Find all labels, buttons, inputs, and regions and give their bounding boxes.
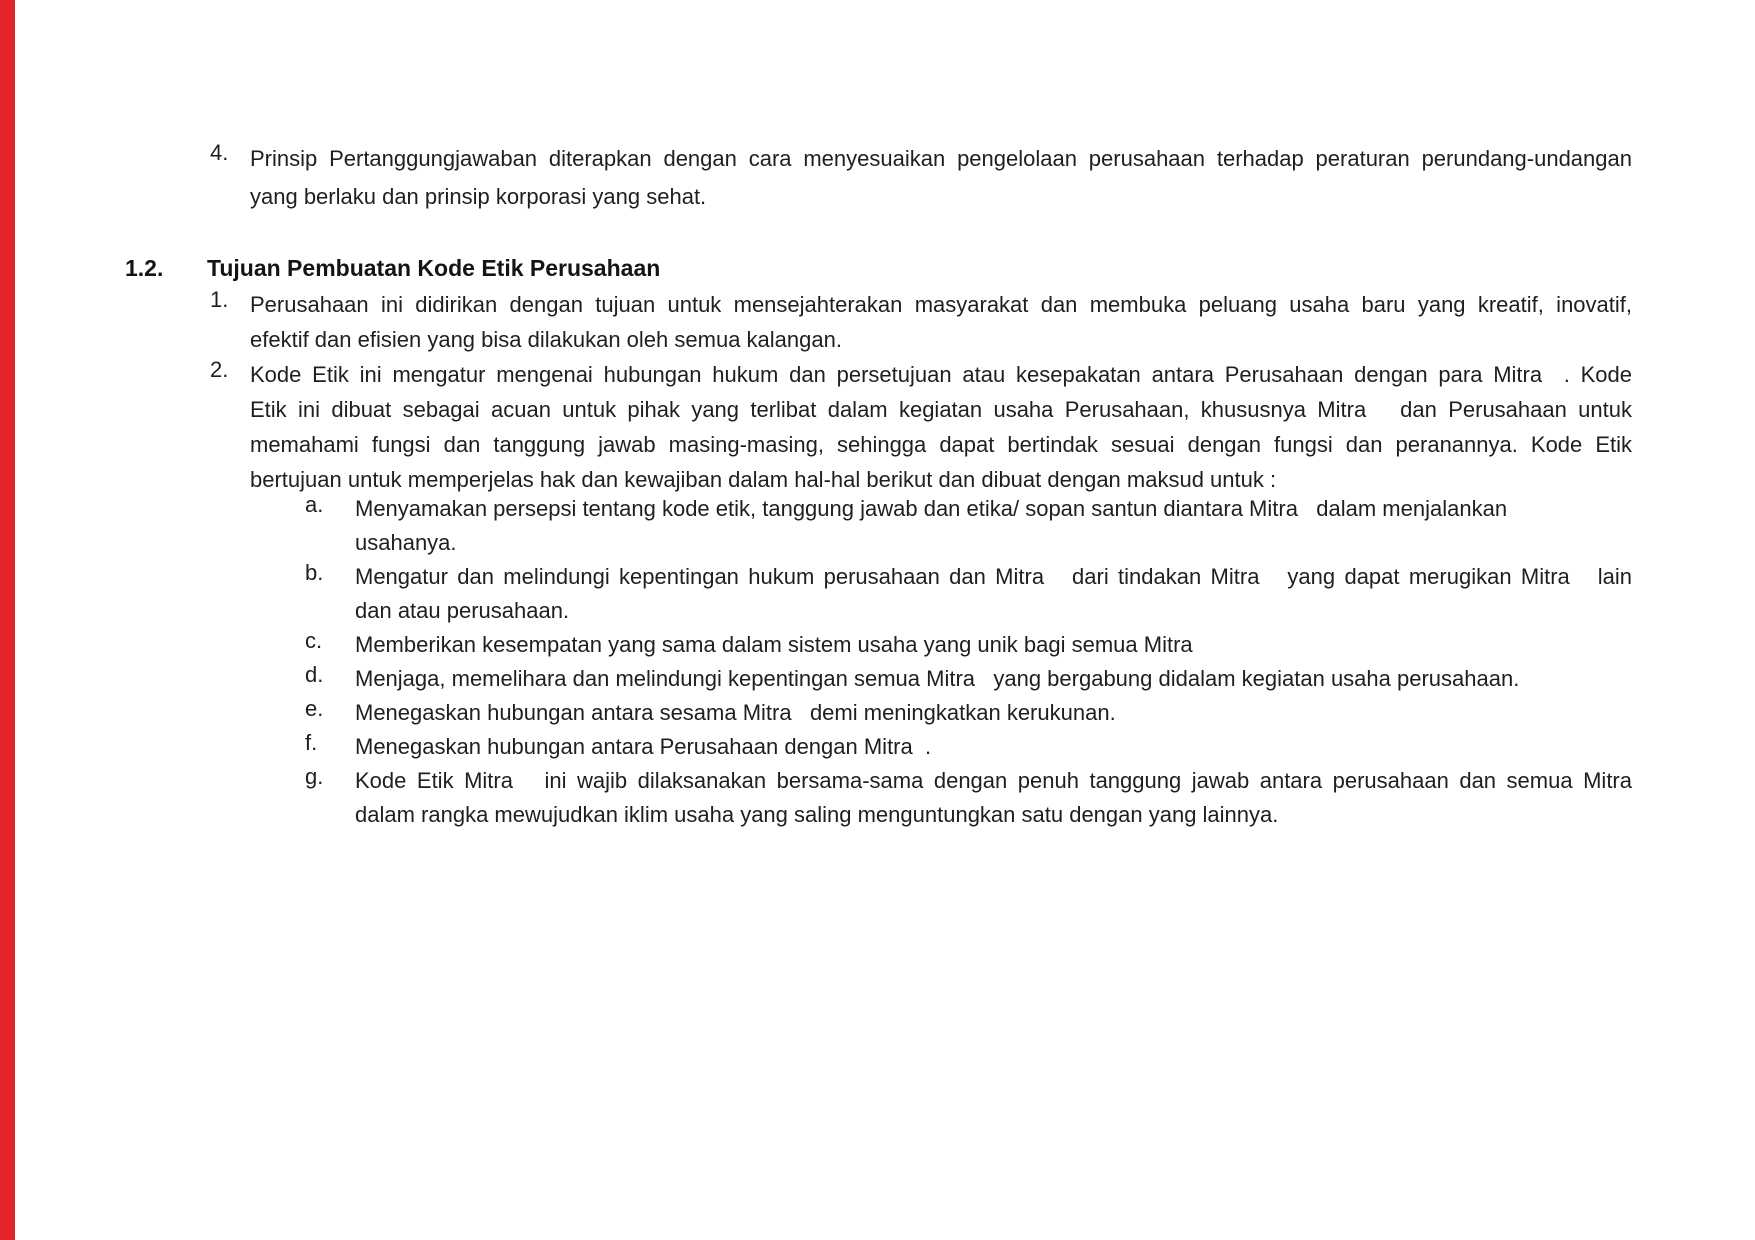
doc-line: memahami fungsi dan tanggung jawab masing-masing, sehingga dapat bertindak sesuai dengan fungsi dan peranannya. Kode Etik bbox=[250, 432, 1632, 457]
sub-item-g-marker: g. bbox=[305, 764, 324, 789]
section-number: 1.2. bbox=[125, 255, 164, 281]
list-item-2-marker: 2. bbox=[210, 357, 229, 382]
doc-line: efektif dan efisien yang bisa dilakukan oleh semua kalangan. bbox=[250, 327, 842, 352]
doc-line: dan atau perusahaan. bbox=[355, 598, 570, 623]
doc-line: dalam rangka mewujudkan iklim usaha yang saling menguntungkan satu dengan yang lainnya. bbox=[355, 802, 1279, 827]
list-item-4 bbox=[210, 140, 1632, 216]
sub-item-e-text bbox=[355, 696, 1632, 730]
doc-line: Perusahaan ini didirikan dengan tujuan untuk mensejahterakan masyarakat dan membuka peluang usaha baru yang kreatif, inovatif, bbox=[250, 292, 1632, 317]
page-left-edge-strip bbox=[0, 0, 15, 1240]
sub-item-f-marker: f. bbox=[305, 730, 318, 755]
sub-item-a bbox=[305, 492, 1632, 560]
section-title: Tujuan Pembuatan Kode Etik Perusahaan bbox=[207, 255, 661, 281]
sub-item-e-marker: e. bbox=[305, 696, 324, 721]
sub-item-g-text bbox=[355, 764, 1632, 832]
doc-line: Etik ini dibuat sebagai acuan untuk pihak yang terlibat dalam kegiatan usaha Perusahaan, khususnya Mitra dan Perusahaan untuk bbox=[250, 397, 1632, 422]
doc-line: yang berlaku dan prinsip korporasi yang sehat. bbox=[250, 184, 707, 209]
sub-item-f-text bbox=[355, 730, 1632, 764]
sub-item-a-text bbox=[355, 492, 1632, 560]
sub-item-a-marker: a. bbox=[305, 492, 324, 517]
sub-item-d-text bbox=[355, 662, 1632, 696]
doc-line: bertujuan untuk memperjelas hak dan kewajiban dalam hal-hal berikut dan dibuat dengan maksud untuk : bbox=[250, 467, 1277, 492]
sub-item-b-marker: b. bbox=[305, 560, 324, 585]
doc-line: Menyamakan persepsi tentang kode etik, tanggung jawab dan etika/ sopan santun diantara Mitra dalam menjalankan bbox=[355, 496, 1508, 521]
numbered-list bbox=[210, 287, 1632, 497]
list-item-1 bbox=[210, 287, 1632, 357]
list-item-4-marker: 4. bbox=[210, 140, 229, 165]
list-item-1-text bbox=[250, 287, 1632, 357]
doc-line: Prinsip Pertanggungjawaban diterapkan dengan cara menyesuaikan pengelolaan perusahaan terhadap peraturan perundang-undangan bbox=[250, 146, 1632, 171]
sub-item-e bbox=[305, 696, 1632, 730]
sub-item-g bbox=[305, 764, 1632, 832]
doc-line: Kode Etik ini mengatur mengenai hubungan hukum dan persetujuan atau kesepakatan antara Perusahaan dengan para Mitra . Kode bbox=[250, 362, 1632, 387]
sub-item-b-text bbox=[355, 560, 1632, 628]
doc-line: Memberikan kesempatan yang sama dalam sistem usaha yang unik bagi semua Mitra bbox=[355, 632, 1193, 657]
doc-line: Mengatur dan melindungi kepentingan hukum perusahaan dan Mitra dari tindakan Mitra yang dapat merugikan Mitra lain bbox=[355, 564, 1632, 589]
sub-item-c-marker: c. bbox=[305, 628, 323, 653]
list-item-4-text bbox=[250, 140, 1632, 216]
doc-line: Menegaskan hubungan antara sesama Mitra demi meningkatkan kerukunan. bbox=[355, 700, 1116, 725]
list-item-2-text bbox=[250, 357, 1632, 497]
sub-item-d-marker: d. bbox=[305, 662, 324, 687]
list-item-2 bbox=[210, 357, 1632, 497]
sub-item-b bbox=[305, 560, 1632, 628]
sub-item-c bbox=[305, 628, 1632, 662]
doc-line: Kode Etik Mitra ini wajib dilaksanakan bersama-sama dengan penuh tanggung jawab antara perusahaan dan semua Mitra bbox=[355, 768, 1632, 793]
doc-line: usahanya. bbox=[355, 530, 457, 555]
sub-item-c-text bbox=[355, 628, 1632, 662]
doc-line: Menjaga, memelihara dan melindungi kepentingan semua Mitra yang bergabung didalam kegiatan usaha perusahaan. bbox=[355, 666, 1520, 691]
list-item-1-marker: 1. bbox=[210, 287, 229, 312]
lettered-sub-list bbox=[305, 492, 1632, 832]
doc-line: Menegaskan hubungan antara Perusahaan dengan Mitra . bbox=[355, 734, 932, 759]
sub-item-f bbox=[305, 730, 1632, 764]
sub-item-d bbox=[305, 662, 1632, 696]
